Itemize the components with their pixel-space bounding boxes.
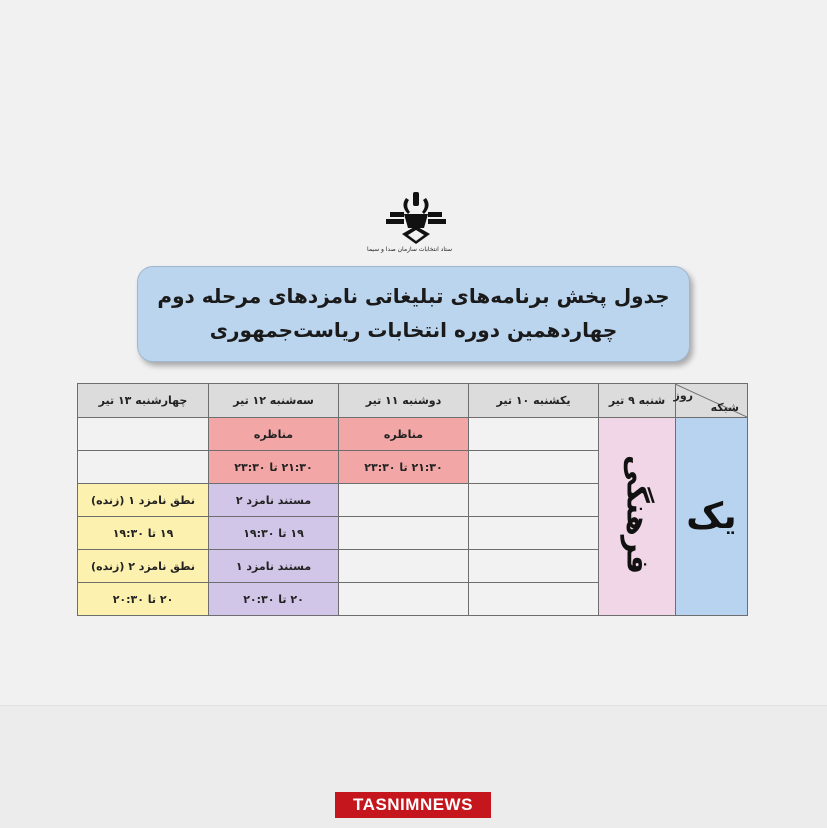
title-line-2: چهاردهمین دوره انتخابات ریاست‌جمهوری <box>209 318 618 342</box>
debate-title-cell: مناظره <box>209 418 339 451</box>
corner-network-label: شبکه <box>710 401 739 414</box>
network-cell <box>676 418 748 616</box>
irib-emblem-icon <box>384 190 448 254</box>
empty-cell <box>78 418 209 451</box>
empty-cell <box>339 484 469 517</box>
day-header: چهارشنبه ۱۳ تیر <box>78 384 209 418</box>
header-row <box>78 384 748 418</box>
debate-time-cell: ۲۱:۳۰ تا ۲۳:۳۰ <box>209 451 339 484</box>
speech-title-cell: نطق نامزد ۲ (زنده) <box>78 550 209 583</box>
program-name: فرهنگی <box>619 455 655 575</box>
day-header: شنبه ۹ تیر <box>599 384 676 418</box>
empty-cell <box>78 451 209 484</box>
documentary-time-cell: ۱۹ تا ۱۹:۳۰ <box>209 517 339 550</box>
title-box <box>137 266 690 362</box>
corner-day-label: روز <box>673 389 693 402</box>
empty-cell <box>469 583 599 616</box>
empty-cell <box>469 484 599 517</box>
empty-cell <box>469 418 599 451</box>
empty-cell <box>469 517 599 550</box>
day-header: دوشنبه ۱۱ تیر <box>339 384 469 418</box>
title-line-1: جدول پخش برنامه‌های تبلیغاتی نامزدهای مرحله دوم <box>157 284 670 308</box>
corner-cell <box>673 384 748 418</box>
empty-cell <box>469 451 599 484</box>
speech-time-cell: ۲۰ تا ۲۰:۳۰ <box>78 583 209 616</box>
speech-title-cell: نطق نامزد ۱ (زنده) <box>78 484 209 517</box>
documentary-title-cell: مستند نامزد ۲ <box>209 484 339 517</box>
program-cell <box>599 418 676 616</box>
documentary-time-cell: ۲۰ تا ۲۰:۳۰ <box>209 583 339 616</box>
network-name: یک <box>686 496 737 537</box>
empty-cell <box>339 517 469 550</box>
documentary-title-cell: مستند نامزد ۱ <box>209 550 339 583</box>
empty-cell <box>339 550 469 583</box>
table-row <box>78 418 748 451</box>
schedule-table <box>77 383 748 616</box>
day-header: یکشنبه ۱۰ تیر <box>469 384 599 418</box>
day-header: سه‌شنبه ۱۲ تیر <box>209 384 339 418</box>
empty-cell <box>469 550 599 583</box>
debate-time-cell: ۲۱:۳۰ تا ۲۳:۳۰ <box>339 451 469 484</box>
brand-logo: TASNIMNEWS <box>335 792 491 818</box>
logo-caption: ستاد انتخابات سازمان صدا و سیما <box>366 246 452 253</box>
debate-title-cell: مناظره <box>339 418 469 451</box>
empty-cell <box>339 583 469 616</box>
speech-time-cell: ۱۹ تا ۱۹:۳۰ <box>78 517 209 550</box>
